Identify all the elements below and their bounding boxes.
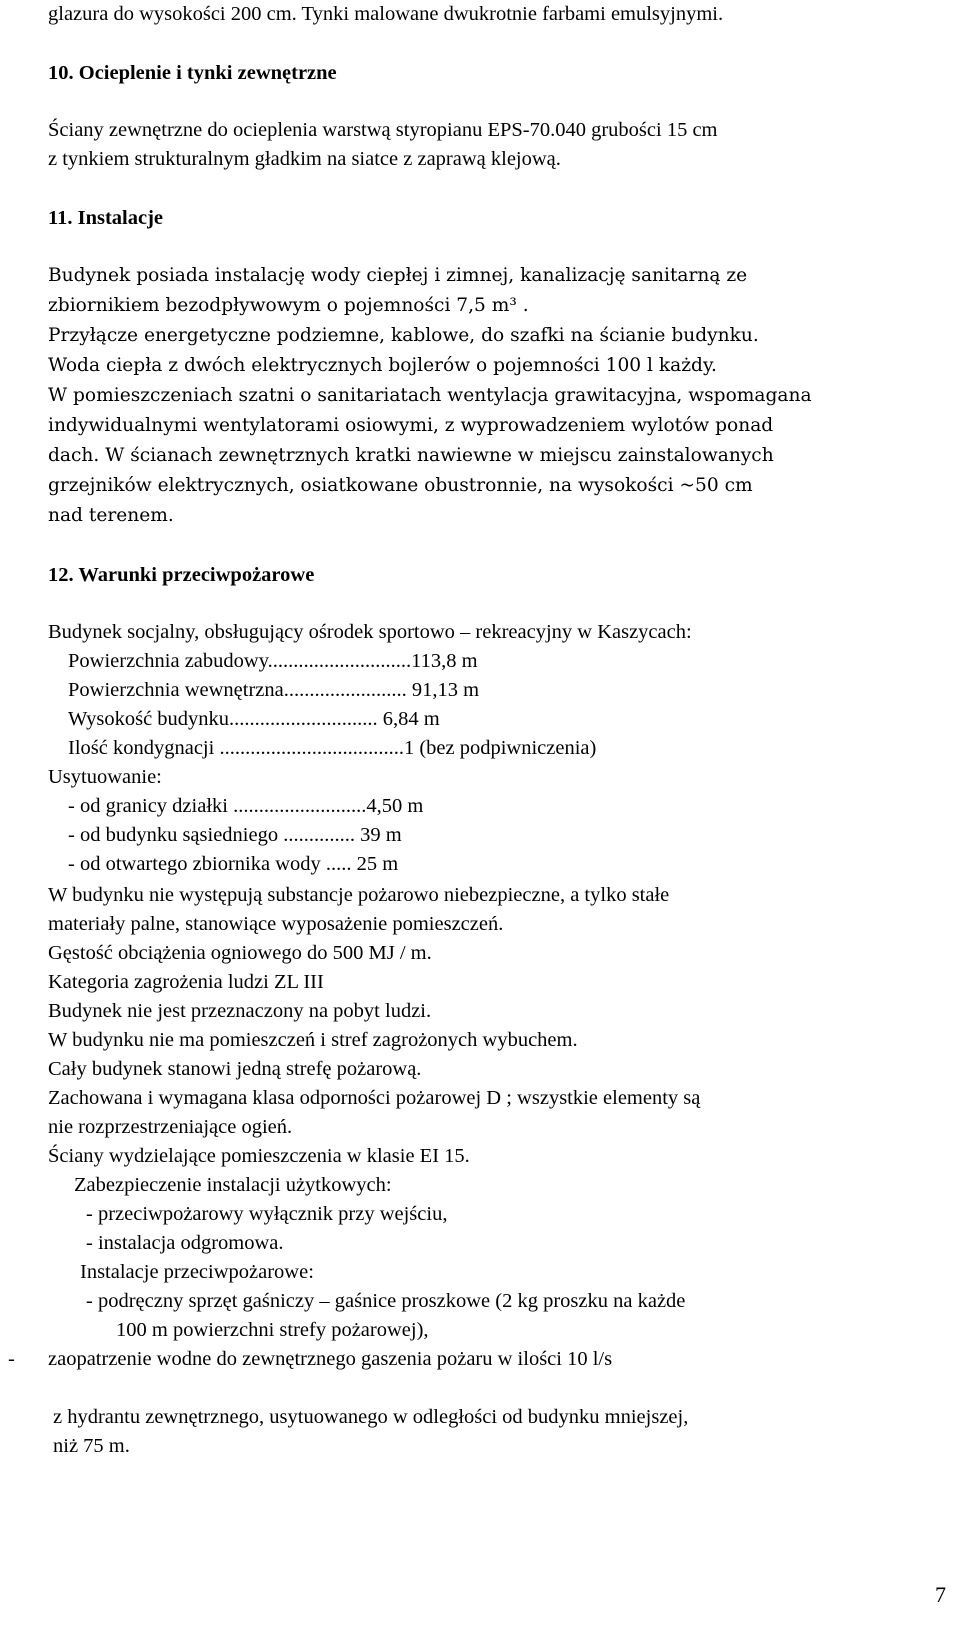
paragraph-line: z tynkiem strukturalnym gładkim na siatce z zaprawą klejową. [48, 148, 561, 170]
paragraph-line: glazura do wysokości 200 cm. Tynki malowane dwukrotnie farbami emulsyjnymi. [48, 3, 724, 25]
paragraph-line: Kategoria zagrożenia ludzi ZL III [48, 971, 324, 993]
paragraph-line: Woda ciepła z dwóch elektrycznych bojlerów o pojemności 100 l każdy. [48, 355, 717, 376]
stat-line: Powierzchnia wewnętrzna........................ 91,13 m [68, 679, 480, 701]
paragraph-line: grzejników elektrycznych, osiatkowane obustronnie, na wysokości ~50 cm [48, 475, 753, 496]
protection-label: Zabezpieczenie instalacji użytkowych: [74, 1174, 392, 1196]
section-heading: 11. Instalacje [48, 207, 164, 229]
paragraph-line: Przyłącze energetyczne podziemne, kablowe, do szafki na ścianie budynku. [48, 325, 759, 346]
stat-line: Ilość kondygnacji ....................................1 (bez podpiwniczenia) [68, 737, 597, 759]
paragraph-line: Cały budynek stanowi jedną strefę pożarową. [48, 1058, 422, 1080]
distance-line: - od otwartego zbiornika wody ..... 25 m [68, 853, 399, 875]
fire-installation-item-continued: 100 m powierzchni strefy pożarowej), [116, 1319, 429, 1341]
stat-line: Wysokość budynku............................. 6,84 m [68, 708, 440, 730]
protection-item: - instalacja odgromowa. [86, 1232, 284, 1254]
paragraph-line: W budynku nie ma pomieszczeń i stref zagrożonych wybuchem. [48, 1029, 578, 1051]
paragraph-line: W pomieszczeniach szatni o sanitariatach wentylacja grawitacyjna, wspomagana [48, 385, 812, 406]
paragraph-line: W budynku nie występują substancje pożarowo niebezpieczne, a tylko stałe [48, 884, 670, 906]
paragraph-line: Budynek socjalny, obsługujący ośrodek sportowo – rekreacyjny w Kaszycach: [48, 621, 692, 643]
fire-installation-item: - podręczny sprzęt gaśniczy – gaśnice proszkowe (2 kg proszku na każde [86, 1290, 686, 1312]
page-number: 7 [935, 1582, 946, 1607]
distance-line: - od granicy działki ..........................4,50 m [68, 795, 424, 817]
protection-item: - przeciwpożarowy wyłącznik przy wejściu, [86, 1203, 448, 1225]
paragraph-line: Budynek posiada instalację wody ciepłej i zimnej, kanalizację sanitarną ze [48, 265, 748, 286]
water-supply-item: zaopatrzenie wodne do zewnętrznego gaszenia pożaru w ilości 10 l/s [48, 1348, 613, 1370]
stat-line: Powierzchnia zabudowy............................113,8 m [68, 650, 478, 672]
paragraph-line: Gęstość obciążenia ogniowego do 500 MJ / m. [48, 942, 432, 964]
paragraph-line: indywidualnymi wentylatorami osiowymi, z wyprowadzeniem wylotów ponad [48, 415, 774, 436]
paragraph-line: nie rozprzestrzeniające ogień. [48, 1116, 293, 1138]
paragraph-line: niż 75 m. [53, 1435, 130, 1457]
paragraph-line: dach. W ścianach zewnętrznych kratki nawiewne w miejscu zainstalowanych [48, 445, 774, 466]
paragraph-line: Zachowana i wymagana klasa odporności pożarowej D ; wszystkie elementy są [48, 1087, 701, 1109]
list-dash: - [8, 1348, 15, 1370]
section-heading: 10. Ocieplenie i tynki zewnętrzne [48, 62, 337, 84]
paragraph-line: materiały palne, stanowiące wyposażenie pomieszczeń. [48, 913, 504, 935]
paragraph-line: Budynek nie jest przeznaczony na pobyt ludzi. [48, 1000, 432, 1022]
paragraph-line: Ściany wydzielające pomieszczenia w klasie EI 15. [48, 1145, 470, 1167]
paragraph-line: nad terenem. [48, 505, 174, 526]
distance-line: - od budynku sąsiedniego .............. 39 m [68, 824, 402, 846]
paragraph-line: Ściany zewnętrzne do ocieplenia warstwą styropianu EPS-70.040 grubości 15 cm [48, 119, 718, 141]
section-heading: 12. Warunki przeciwpożarowe [48, 564, 315, 586]
fire-installations-label: Instalacje przeciwpożarowe: [80, 1261, 314, 1283]
location-label: Usytuowanie: [48, 766, 162, 788]
paragraph-line: zbiornikiem bezodpływowym o pojemności 7,5 m³ . [48, 295, 529, 316]
paragraph-line: z hydrantu zewnętrznego, usytuowanego w odległości od budynku mniejszej, [53, 1406, 689, 1428]
